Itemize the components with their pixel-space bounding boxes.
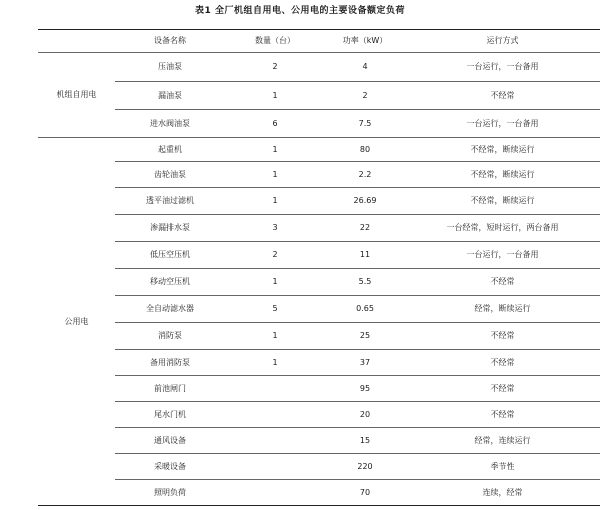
cell-power: 26.69 <box>353 196 377 205</box>
cell-qty: 1 <box>272 277 278 286</box>
cell-qty: 6 <box>272 118 278 128</box>
cell-qty: 1 <box>272 196 278 205</box>
cell-mode: 季节性 <box>490 461 515 471</box>
cell-mode: 一台运行，一台备用 <box>466 62 539 71</box>
cell-power: 22 <box>359 223 371 232</box>
cell-name: 尾水门机 <box>154 409 186 419</box>
cell-power: 80 <box>359 144 371 154</box>
cell-qty: 1 <box>272 331 278 340</box>
cell-mode: 一台运行，一台备用 <box>466 118 539 128</box>
cell-mode: 一台经常，短时运行，两台备用 <box>446 223 559 232</box>
group-label: 公用电 <box>64 316 89 326</box>
cell-name: 照明负荷 <box>154 487 186 497</box>
cell-name: 消防泵 <box>158 331 182 340</box>
cell-name: 起重机 <box>158 144 182 154</box>
cell-power: 95 <box>359 383 371 393</box>
cell-power: 5.5 <box>358 277 372 286</box>
cell-qty: 1 <box>272 357 278 367</box>
group-label: 机组自用电 <box>56 90 97 99</box>
cell-mode: 连续，经常 <box>482 487 523 497</box>
cell-qty <box>225 479 325 505</box>
cell-name: 渗漏排水泵 <box>150 223 190 232</box>
cell-qty <box>225 427 325 453</box>
cell-name: 备用消防泵 <box>150 357 190 367</box>
header-power: 功率（kW） <box>342 36 388 45</box>
cell-power: 2 <box>362 90 368 100</box>
cell-mode: 经常，断续运行 <box>474 304 531 313</box>
table-bottom-rule <box>38 505 600 506</box>
cell-power: 25 <box>359 331 371 340</box>
cell-name: 采暖设备 <box>154 461 186 471</box>
cell-power: 70 <box>359 487 371 497</box>
cell-qty <box>225 375 325 401</box>
cell-qty: 1 <box>272 169 278 179</box>
cell-mode: 不经常 <box>490 277 515 286</box>
cell-qty: 5 <box>272 304 278 313</box>
header-name: 设备名称 <box>154 36 186 45</box>
cell-mode: 不经常 <box>490 90 515 100</box>
cell-mode: 不经常 <box>490 409 515 419</box>
cell-power: 2.2 <box>358 169 372 179</box>
cell-power: 11 <box>359 250 371 259</box>
cell-power: 4 <box>362 62 368 71</box>
cell-mode: 一台运行，一台备用 <box>466 250 539 259</box>
cell-name: 前池闸门 <box>154 383 186 393</box>
cell-qty: 2 <box>272 250 278 259</box>
cell-power: 0.65 <box>356 304 374 313</box>
cell-name: 低压空压机 <box>150 250 190 259</box>
cell-power: 7.5 <box>358 118 372 128</box>
cell-name: 通风设备 <box>154 435 186 445</box>
cell-name: 进水阀油泵 <box>150 118 190 128</box>
cell-mode: 不经常，断续运行 <box>470 169 535 179</box>
header-mode: 运行方式 <box>486 36 519 45</box>
cell-mode: 不经常 <box>490 357 515 367</box>
table-title: 表1 全厂机组自用电、公用电的主要设备额定负荷 <box>195 6 405 16</box>
cell-power: 37 <box>359 357 371 367</box>
cell-mode: 经常，连续运行 <box>474 435 531 445</box>
cell-name: 移动空压机 <box>150 277 190 286</box>
cell-mode: 不经常 <box>490 383 515 393</box>
cell-power: 220 <box>357 461 373 471</box>
cell-qty <box>225 401 325 427</box>
cell-name: 压油泵 <box>158 62 182 71</box>
cell-mode: 不经常，断续运行 <box>470 196 535 205</box>
cell-qty: 1 <box>272 90 278 100</box>
header-qty: 数量（台） <box>255 36 295 45</box>
cell-power: 20 <box>359 409 371 419</box>
cell-power: 15 <box>359 435 371 445</box>
cell-qty: 3 <box>272 223 278 232</box>
cell-qty: 1 <box>272 144 278 154</box>
equipment-load-table <box>0 25 600 507</box>
cell-qty <box>225 453 325 479</box>
cell-mode: 不经常，断续运行 <box>470 144 535 154</box>
cell-qty: 2 <box>272 62 278 71</box>
cell-mode: 不经常 <box>490 331 515 340</box>
cell-name: 漏油泵 <box>158 90 182 100</box>
cell-name: 齿轮油泵 <box>154 169 186 179</box>
cell-name: 全自动滤水器 <box>146 304 194 313</box>
cell-name: 透平油过滤机 <box>146 196 194 205</box>
